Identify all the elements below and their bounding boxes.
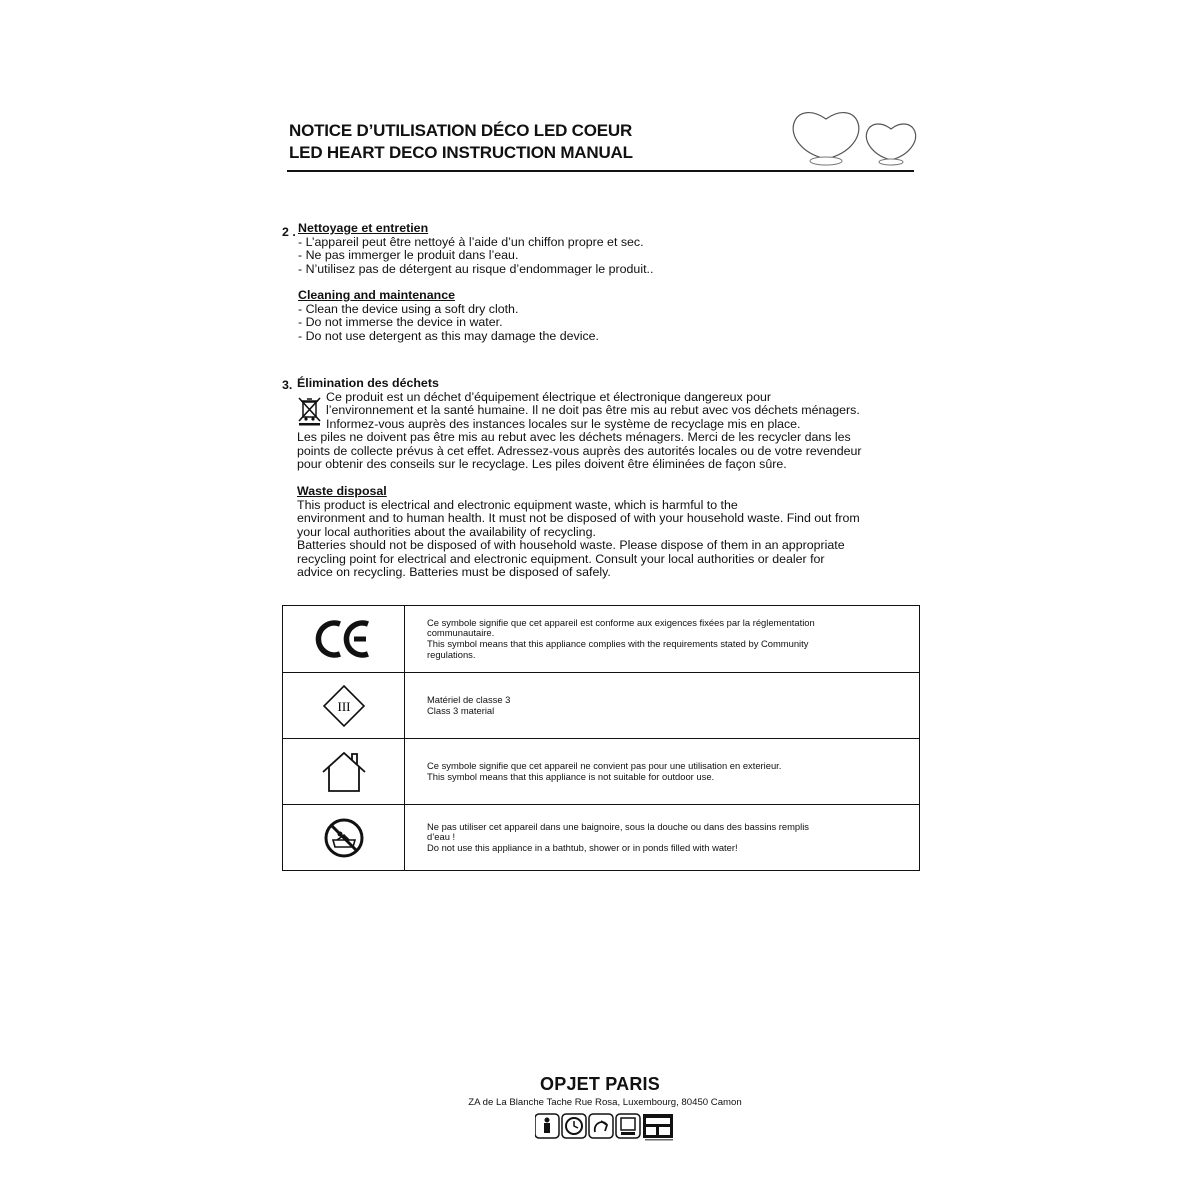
table-row <box>283 672 919 738</box>
section-3-heading-fr: Élimination des déchets <box>297 376 439 390</box>
symbol-cell <box>283 805 405 870</box>
table-row <box>283 606 919 672</box>
section-2-heading-fr: Nettoyage et entretien <box>298 221 429 235</box>
section-3-line-fr-indent-2: l’environnement et la santé humaine. Il ne doit pas être mis au rebut avec vos déchets ménagers. <box>326 403 860 417</box>
section-2-line-en-1: - Clean the device using a soft dry cloth. <box>298 301 519 316</box>
section-2-french <box>298 222 653 276</box>
bath-line-2: d’eau ! <box>427 831 456 843</box>
header-divider <box>287 170 914 172</box>
ce-line-1: Ce symbole signifie que cet appareil est conforme aux exigences fixées par la réglementation <box>427 616 815 628</box>
section-3-line-fr-1: Les piles ne doivent pas être mis au rebut avec les déchets ménagers. Merci de les recycler dans les <box>297 430 851 444</box>
indoor-line-1: Ce symbole signifie que cet appareil ne convient pas pour une utilisation en exterieur. <box>427 759 782 771</box>
section-3-heading-en: Waste disposal <box>297 484 387 498</box>
symbol-description <box>405 739 919 804</box>
crossed-out-wheelie-bin-icon <box>297 396 323 426</box>
section-3-line-fr-indent-3: Informez-vous auprès des instances locales sur le système de recyclage mis en place. <box>326 416 801 431</box>
table-row <box>283 738 919 804</box>
section-2-line-fr-1: - L’appareil peut être nettoyé à l’aide d’un chiffon propre et sec. <box>298 234 644 249</box>
section-3-line-fr-3: pour obtenir des conseils sur le recyclage. Les piles doivent être éliminées de façon sûre. <box>297 457 787 471</box>
class-3-diamond-icon <box>322 684 366 728</box>
class-line-1: Matériel de classe 3 <box>427 693 511 705</box>
title-french: NOTICE D’UTILISATION DÉCO LED COEUR <box>289 121 633 140</box>
section-3-french <box>297 377 862 472</box>
section-3-line-fr-2: points de collecte prévus à cet effet. Adressez-vous auprès des autorités locales ou de votre revendeur <box>297 443 862 458</box>
section-2-line-fr-3: - N’utilisez pas de détergent au risque d’endommager le produit.. <box>298 261 654 276</box>
section-3-line-en-4: Batteries should not be disposed of with household waste. Please dispose of them in an appropriate <box>297 538 845 552</box>
table-row <box>283 804 919 870</box>
symbol-cell <box>283 673 405 738</box>
safety-symbols-table <box>282 605 920 871</box>
section-3-line-en-5: recycling point for electrical and electronic equipment. Consult your local authorities or dealer for <box>297 551 825 566</box>
section-2-line-en-3: - Do not use detergent as this may damage the device. <box>298 328 599 343</box>
section-3-line-en-1: This product is electrical and electronic equipment waste, which is harmful to the <box>297 497 738 512</box>
ce-line-2: communautaire. <box>427 627 495 639</box>
section-3-line-fr-indent-1: Ce produit est un déchet d’équipement électrique et électronique dangereux pour <box>326 389 771 404</box>
section-2-english <box>298 289 599 343</box>
section-2-heading-en: Cleaning and maintenance <box>298 288 455 302</box>
symbol-cell <box>283 606 405 672</box>
symbol-description <box>405 606 919 672</box>
indoor-line-2: This symbol means that this appliance is not suitable for outdoor use. <box>427 770 715 782</box>
ce-line-4: regulations. <box>427 648 476 660</box>
symbol-description <box>405 805 919 870</box>
symbol-cell <box>283 739 405 804</box>
no-bathtub-icon <box>322 816 366 860</box>
section-3-line-en-2: environment and to human health. It must not be disposed of with your household waste. Find out from <box>297 511 860 525</box>
symbol-description <box>405 673 919 738</box>
section-3-english <box>297 485 860 580</box>
indoor-house-icon <box>320 750 368 794</box>
bath-line-1: Ne pas utiliser cet appareil dans une baignoire, sous la douche ou dans des bassins remplis <box>427 820 809 832</box>
ce-line-3: This symbol means that this appliance complies with the requirements stated by Community <box>427 638 809 649</box>
ce-mark-icon <box>314 617 374 661</box>
section-3-line-en-6: advice on recycling. Batteries must be disposed of safely. <box>297 565 611 579</box>
title-english: LED HEART DECO INSTRUCTION MANUAL <box>289 143 633 162</box>
led-hearts-illustration-icon <box>788 105 923 170</box>
section-3-line-en-3: your local authorities about the availability of recycling. <box>297 524 596 539</box>
section-2-number: 2 . <box>282 225 296 239</box>
brand-address: ZA de La Blanche Tache Rue Rosa, Luxembourg, 80450 Camon <box>468 1097 742 1108</box>
section-3-number: 3. <box>282 378 293 392</box>
bath-line-3: Do not use this appliance in a bathtub, shower or in ponds filled with water! <box>427 841 738 853</box>
class-line-2: Class 3 material <box>427 704 495 716</box>
section-2-line-fr-2: - Ne pas immerger le produit dans l’eau. <box>298 248 519 262</box>
section-2-line-en-2: - Do not immerse the device in water. <box>298 315 503 329</box>
class-3-label: III <box>337 698 350 714</box>
recycling-logos-icon <box>535 1113 675 1141</box>
brand-name: OPJET PARIS <box>540 1074 660 1094</box>
